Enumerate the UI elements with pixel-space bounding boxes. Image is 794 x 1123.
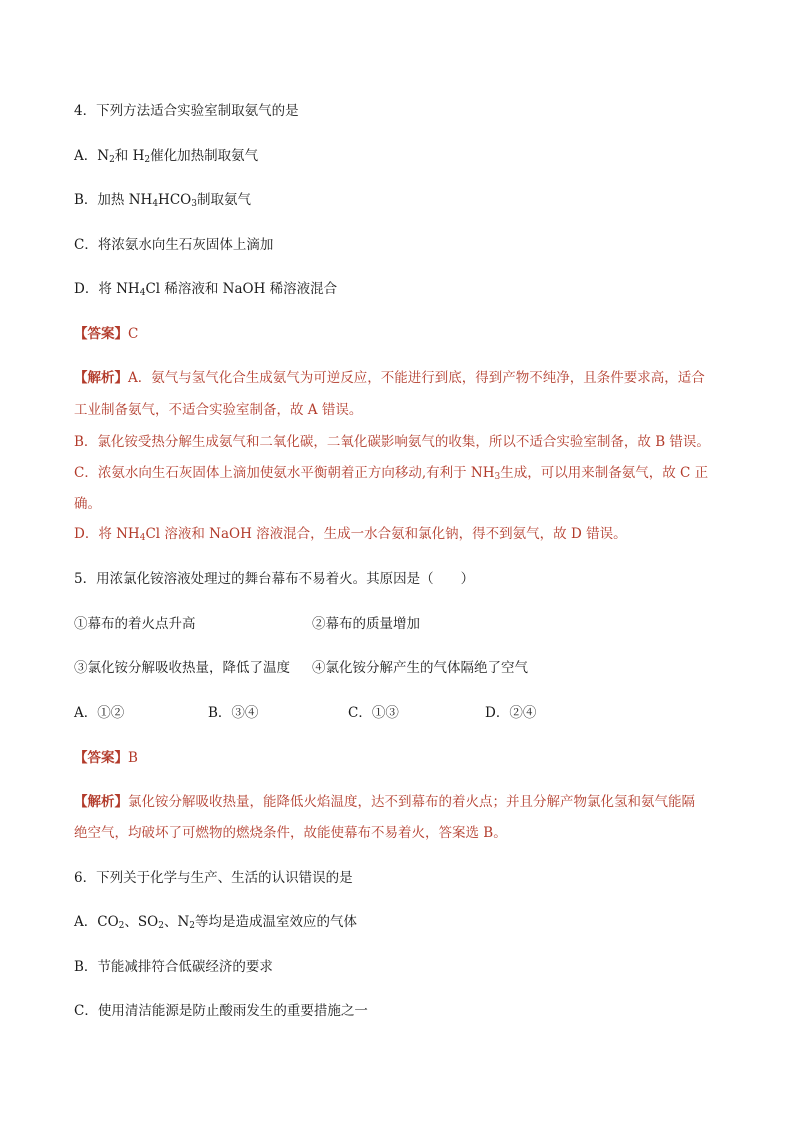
q5-statement-2: ②幕布的质量增加 <box>312 616 420 632</box>
q4-answer-label: 【答案】 <box>74 326 128 342</box>
q4-analysis-d-sub: 4 <box>139 533 146 543</box>
q4-option-d <box>74 280 337 298</box>
q5-analysis-label: 【解析】 <box>74 794 128 810</box>
q6-option-a-sub1: 2 <box>118 921 125 931</box>
q4-analysis-d-pre: D．将 NH <box>74 526 140 542</box>
q5-answer-value: B <box>128 750 138 766</box>
q5-option-d: D．②④ <box>485 705 537 721</box>
q6-option-b: B．节能减排符合低碳经济的要求 <box>74 959 273 975</box>
q4-option-c: C．将浓氨水向生石灰固体上滴加 <box>74 237 274 253</box>
q6-option-a-sub2: 2 <box>158 921 164 931</box>
q4-analysis-a-line1 <box>74 369 705 387</box>
q4-option-b-sub1: 4 <box>152 199 159 209</box>
q6-stem: 6．下列关于化学与生产、生活的认识错误的是 <box>74 870 353 886</box>
q5-answer-label: 【答案】 <box>74 750 128 766</box>
q4-analysis-b: B．氯化铵受热分解生成氨气和二氧化碳，二氧化碳影响氨气的收集，所以不适合实验室制备，故 B 错误。 <box>74 434 710 450</box>
q6-option-a-post: 等均是造成温室效应的气体 <box>195 914 357 930</box>
q4-analysis-d <box>74 525 627 543</box>
q4-analysis-c1-sub: 3 <box>494 472 501 482</box>
q4-analysis-c-line1 <box>74 464 708 482</box>
q5-statement-4: ④氯化铵分解产生的气体隔绝了空气 <box>312 660 528 676</box>
q6-option-a-sub3: 2 <box>189 921 195 931</box>
q5-stem: 5．用浓氯化铵溶液处理过的舞台幕布不易着火。其原因是（ ） <box>74 571 475 587</box>
q5-option-b: B．③④ <box>208 705 259 721</box>
q4-option-a-sub2: 2 <box>144 155 151 165</box>
q4-analysis-a1: A．氨气与氢气化合生成氨气为可逆反应，不能进行到底，得到产物不纯净，且条件要求高，适合 <box>128 370 705 386</box>
q4-analysis-d-post: Cl 溶液和 NaOH 溶液混合，生成一水合氨和氯化钠，得不到氨气，故 D 错误。 <box>145 526 627 542</box>
q4-analysis-c1-pre: C．浓氨水向生石灰固体上滴加使氨水平衡朝着正方向移动,有利于 NH <box>74 465 495 481</box>
q4-stem: 4．下列方法适合实验室制取氨气的是 <box>74 103 299 119</box>
q4-option-d-sub: 4 <box>139 288 146 298</box>
q5-statement-1: ①幕布的着火点升高 <box>74 616 196 632</box>
q4-option-d-post: Cl 稀溶液和 NaOH 稀溶液混合 <box>145 281 338 297</box>
q4-option-a-post: 催化加热制取氨气 <box>150 148 259 164</box>
q5-option-a: A．①② <box>74 705 125 721</box>
q6-option-a-pre: A．CO <box>74 914 119 930</box>
q6-option-a-mid1: 、SO <box>124 914 159 930</box>
q4-option-a-sub1: 2 <box>109 155 115 165</box>
q4-option-b-post: 制取氨气 <box>196 192 251 208</box>
q4-option-a-mid: 和 H <box>114 148 145 164</box>
q4-answer-value: C <box>128 326 139 342</box>
q4-option-a <box>74 147 258 165</box>
q5-analysis-line1 <box>74 793 695 811</box>
q4-analysis-label: 【解析】 <box>74 370 128 386</box>
q4-analysis-a-line2: 工业制备氨气，不适合实验室制备，故 A 错误。 <box>74 402 363 418</box>
q4-option-a-pre: A．N <box>74 148 110 164</box>
q5-answer <box>74 749 138 767</box>
q6-option-a <box>74 913 357 931</box>
q5-analysis-line2: 绝空气，均破坏了可燃物的燃烧条件，故能使幕布不易着火，答案选 B。 <box>74 825 507 841</box>
q4-option-b <box>74 191 251 209</box>
q5-statement-3: ③氯化铵分解吸收热量，降低了温度 <box>74 660 290 676</box>
q6-option-a-mid2: 、N <box>163 914 190 930</box>
q4-analysis-c-line2: 确。 <box>74 496 101 512</box>
q4-option-b-sub2: 3 <box>191 199 197 209</box>
q4-analysis-c1-post: 生成，可以用来制备氨气，故 C 正 <box>500 465 709 481</box>
q4-answer <box>74 325 138 343</box>
q6-option-c: C．使用清洁能源是防止酸雨发生的重要措施之一 <box>74 1003 368 1019</box>
q4-option-d-pre: D．将 NH <box>74 281 140 297</box>
q5-analysis1: 氯化铵分解吸收热量，能降低火焰温度，达不到幕布的着火点；并且分解产物氯化氢和氨气能隔 <box>128 794 695 810</box>
q4-option-b-mid: HCO <box>158 192 192 208</box>
q5-option-c: C．①③ <box>348 705 399 721</box>
q4-option-b-pre: B．加热 NH <box>74 192 153 208</box>
